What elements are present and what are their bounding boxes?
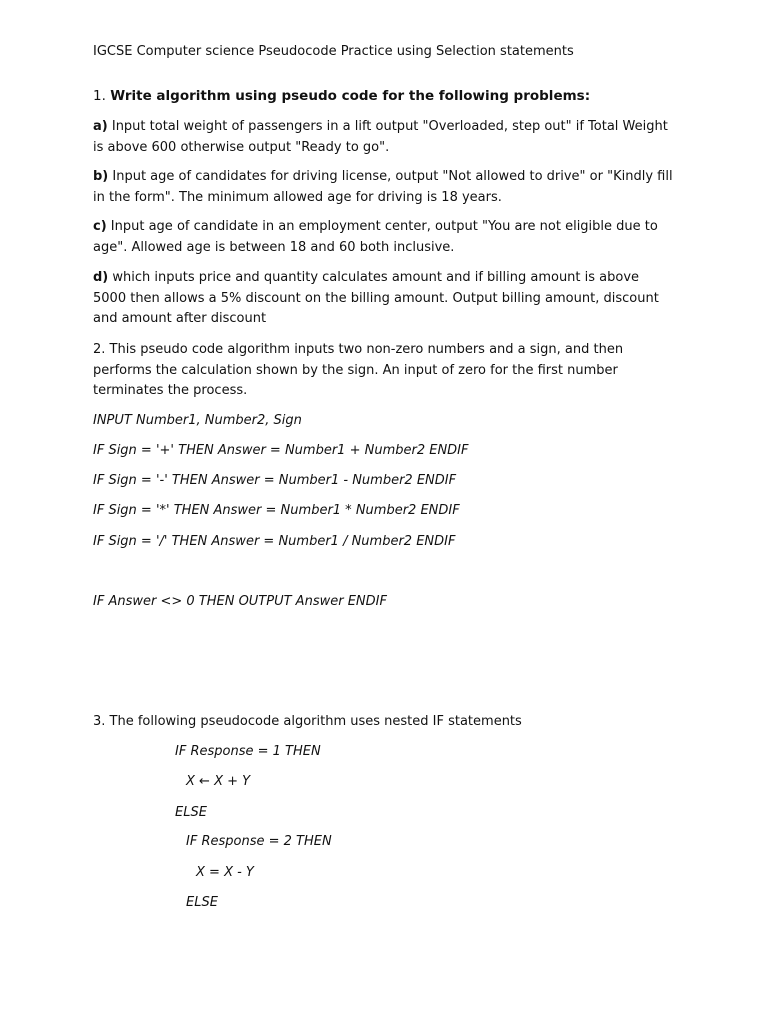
question-1a-label: a) [93, 119, 108, 134]
question-1c-text: Input age of candidate in an employment center, output "You are not eligible due to age". Allowed age is between 18 and 60 both inclusive. [93, 219, 658, 255]
question-1b-text: Input age of candidates for driving license, output "Not allowed to drive" or "Kindly fill in the form". The minimum allowed age for driving is 18 years. [93, 169, 673, 205]
question-1d-text: which inputs price and quantity calculates amount and if billing amount is above 5000 then allows a 5% discount on the billing amount. Output billing amount, discount and amount after discount [93, 270, 659, 326]
q2-code-line-6: IF Answer <> 0 THEN OUTPUT Answer ENDIF [93, 594, 387, 609]
question-1a [93, 117, 673, 158]
question-1b-label: b) [93, 169, 109, 184]
question-1a-text: Input total weight of passengers in a lift output "Overloaded, step out" if Total Weight is above 600 otherwise output "Ready to go". [93, 119, 668, 155]
question-1b [93, 167, 673, 208]
question-1-heading [93, 86, 693, 107]
document-title: IGCSE Computer science Pseudocode Practice using Selection statements [93, 44, 574, 59]
q3-code-line-1: IF Response = 1 THEN [175, 744, 321, 759]
q3-code-line-3: ELSE [175, 805, 207, 820]
q3-code-line-2: X ← X + Y [186, 774, 251, 789]
question-3-intro: 3. The following pseudocode algorithm uses nested IF statements [93, 714, 522, 729]
question-1-heading-text: Write algorithm using pseudo code for the following problems: [110, 88, 591, 104]
question-1d [93, 268, 673, 330]
question-1c-label: c) [93, 219, 107, 234]
question-2-intro: 2. This pseudo code algorithm inputs two non-zero numbers and a sign, and then performs the calculation shown by the sign. An input of zero for the first number terminates the process. [93, 342, 624, 398]
q3-code-line-5: X = X - Y [196, 865, 254, 880]
q2-code-line-1: INPUT Number1, Number2, Sign [93, 413, 302, 428]
question-1d-label: d) [93, 270, 109, 285]
question-1-number: 1. [93, 88, 106, 104]
q2-code-line-2: IF Sign = '+' THEN Answer = Number1 + Number2 ENDIF [93, 443, 469, 458]
question-1c [93, 217, 673, 258]
q2-code-line-3: IF Sign = '-' THEN Answer = Number1 - Number2 ENDIF [93, 473, 457, 488]
q2-code-line-4: IF Sign = '*' THEN Answer = Number1 * Number2 ENDIF [93, 503, 460, 518]
q3-code-line-6: ELSE [186, 895, 218, 910]
q3-code-line-4: IF Response = 2 THEN [186, 834, 332, 849]
q2-code-line-5: IF Sign = '/' THEN Answer = Number1 / Number2 ENDIF [93, 534, 456, 549]
